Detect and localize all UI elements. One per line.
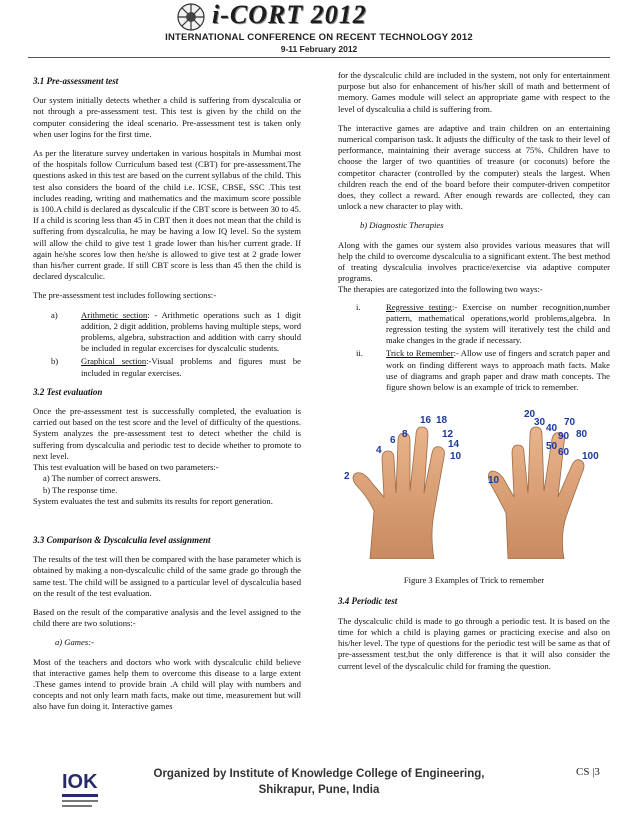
figure-number: 18 (436, 415, 448, 427)
header-divider (28, 57, 610, 58)
paragraph: System evaluates the test and submits its results for report generation. (33, 495, 273, 506)
list-item: ii. Trick to Remember:- Allow use of fingers and scratch paper and work on finding different ways to approach math facts. Make use of diagrams and graph paper and draw math concepts. The figure shown below is an example of trick to remember. (356, 348, 610, 393)
figure-number: 6 (390, 435, 396, 447)
figure-number: 60 (558, 447, 570, 459)
figure-number: 8 (402, 429, 408, 441)
paragraph: Along with the games our system also provides various measures that will help the child to overcome dyscalculia to a significant extent. The best method of treating dyscalculia involves practice/exercise via adaptive computer programs. (338, 239, 610, 284)
figure-number: 70 (564, 417, 576, 429)
figure-number: 14 (448, 439, 460, 451)
games-heading: a) Games:- (55, 637, 94, 648)
figure-number: 2 (344, 471, 350, 483)
parameter-item: b) The response time. (43, 484, 118, 495)
section-3-4-heading: 3.4 Periodic test (338, 596, 398, 607)
left-column (33, 70, 301, 721)
right-column (338, 70, 610, 680)
figure-number: 12 (442, 429, 454, 441)
conference-brand: i-CORT 2012 (212, 0, 367, 29)
figure-number: 100 (582, 451, 599, 463)
organizer-place: Shikrapur, Pune, India (258, 784, 380, 796)
list-item: a) Arithmetic section: - Arithmetic operations such as 1 digit addition, 2 digit addition, problems having multiple steps, word problems, algebra, substraction and addition with carry should be included in regular excercises for dyscalculic students. (51, 309, 301, 354)
paragraph: This test evaluation will be based on two parameters:- (33, 462, 219, 473)
paragraph: The interactive games are adaptive and train children on an entertaining numerical comparison task. It adjusts the difficulty of the task to their level of performance, maintaining their average success at 75%. Children have to choose the larger of two quantities of treasure (or coconuts) before the competitor character (controlled by the computer) steals the largest. When children reach the end of the board before their computer-driven competitor does, they collect a reward. After enough rewards are collected, they can unlock a new character to play with. (338, 122, 610, 212)
figure-number: 40 (546, 423, 558, 435)
page-footer (0, 760, 638, 826)
hands-figure (338, 401, 610, 559)
paragraph: Most of the teachers and doctors who work with dyscalculic child believe that interactive games help them to overcome this disease to a large extent .These games intend to provide brain .A child will play with numbers and concepts and not only learn math facts, make out time, measurement but will also have fun doing it. Interactive games (33, 656, 301, 712)
test-evaluation-block (33, 406, 301, 507)
paragraph: The therapies are categorized into the following two ways:- (338, 284, 543, 295)
figure-number: 50 (546, 441, 558, 453)
list-item: b) Graphical section:-Visual problems and figures must be included in regular exercises. (51, 356, 302, 378)
page-header (0, 0, 638, 60)
svg-text:IOK: IOK (62, 771, 98, 793)
diagnostic-therapies-heading: b) Diagnostic Therapies (360, 220, 444, 231)
section-3-2-heading: 3.2 Test evaluation (33, 386, 103, 397)
paragraph: As per the literature survey undertaken in various hospitals in Mumbai most of the hospitals follow Curriculum based test (CBT) for pre-assessment.The questions asked in this test are based on the current syllabus of the child. This test also considers the board of the child i.e. ICSE, CBSE, SSC .This test includes reading, writing and mathematics and the maximum score possible is 100.A child is declared as dyscalculic if the CBT score is between 30 to 45. If a child is scoring less than 45 in CBT then it does not mean that the child is suffering from dyscalculia, he may be having a low IQ level. So the system will allow the child to give test 1 grade lower than his/her current grade. If again he/she scores low then he/she is allowed to give test at 2 grade lower than his/her current grade. If still CBT score is less than 45 then the child is declared dyscalculic. (33, 148, 301, 282)
figure-number: 20 (524, 409, 536, 421)
conference-emblem-icon (176, 2, 206, 32)
paragraph: Based on the result of the comparative analysis and the level assigned to the child there are two solutions:- (33, 606, 301, 629)
sections-list (33, 310, 301, 379)
figure-number: 10 (488, 475, 500, 487)
paragraph: The dyscalculic child is made to go through a periodic test. It is based on the time for which a child is playing games or practicing execise and also on his/her level. The type of questions for the periodic test will be same as that of pre-assessment test,but the only difference is that it will also consider the current level of the dyscalculic child for framing the question. (338, 615, 610, 671)
figure-number: 30 (534, 417, 546, 429)
diagnostic-block (338, 240, 610, 296)
paragraph: Once the pre-assessment test is successfully completed, the evaluation is carried out based on the test score and the level of difficulty of the questions. System analyzes the pre-assessment test to detect whether the child is suffering from dyscalculia and periodic test to decide whether to promote to next level. (33, 406, 301, 461)
paragraph: Our system initially detects whether a child is suffering from dyscalculia or not through a pre-assessment test. This test is given by the child on the computer considering the ideal scenario. Pre-assessment test is taken only when user logins for the first time. (33, 95, 301, 139)
section-3-1-heading: 3.1 Pre-assessment test (33, 76, 119, 86)
figure-number: 80 (576, 429, 588, 441)
conference-date: 9-11 February 2012 (280, 44, 358, 54)
paragraph: The pre-assessment test includes following sections:- (33, 290, 217, 301)
figure-number: 10 (450, 451, 462, 463)
list-item: i. Regressive testing:- Exercise on number recognition,number pattern, mathematical operations,world problems,algebra. In regression testing the system will iteratively test the child and make changes in the grade if necessary. (356, 301, 610, 346)
paragraph: The results of the test will then be compared with the base parameter which is obtained by making a non-dyscalculic child of the same grade go through the same test. The child will be assigned to a particular level of dyscalculia based on the result of the test evaluation. (33, 554, 301, 598)
therapies-list (338, 302, 610, 394)
figure-number: 16 (420, 415, 432, 427)
figure-number: 4 (376, 445, 382, 457)
paragraph: for the dyscalculic child are included in the system, not only for entertainment purpose but also for enhancement of his/her skill of math and betterment of memory. Games module will select an appropriate game with respect to the level of dyscalculia a child is suffering from. (338, 70, 610, 114)
conference-title: INTERNATIONAL CONFERENCE ON RECENT TECHNOLOGY 2012 (165, 32, 473, 43)
page-number: CS |3 (576, 766, 600, 778)
organizer-text: Organized by Institute of Knowledge College of Engineering, (153, 768, 485, 780)
parameter-item: a) The number of correct answers. (43, 473, 161, 484)
figure-caption: Figure 3 Examples of Trick to remember (403, 575, 545, 586)
figure-number: 90 (558, 431, 570, 443)
section-3-3-heading: 3.3 Comparison & Dyscalculia level assignment (33, 534, 211, 545)
